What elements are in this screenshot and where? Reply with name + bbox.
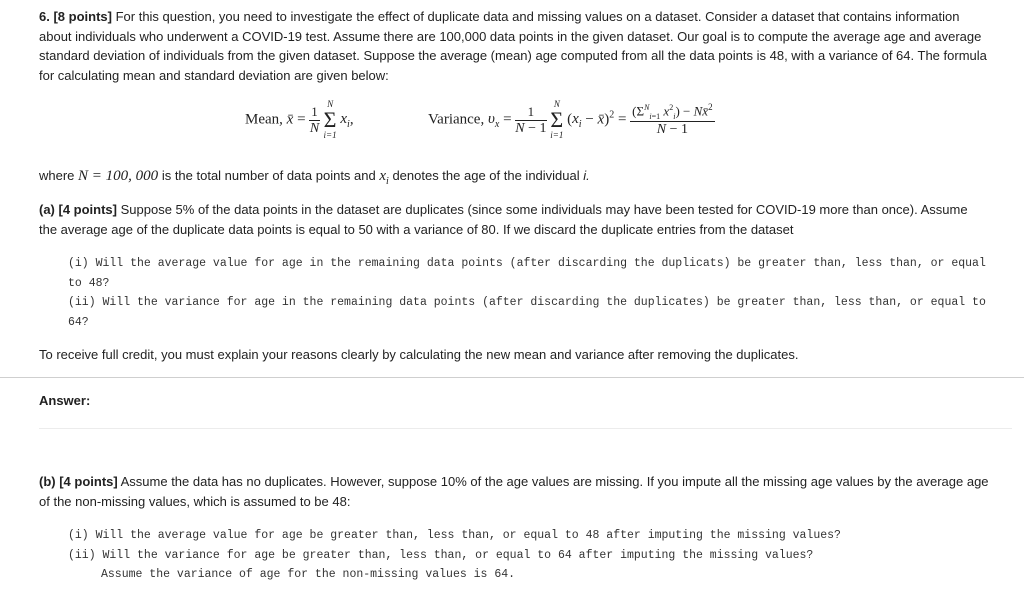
where-text-3: denotes the age of the individual [392, 168, 580, 183]
where-text: where [39, 168, 75, 183]
part-b-sub-ii: (ii) Will the variance for age be greater than, less than, or equal to 64 after imputing the missing values? [68, 548, 814, 562]
variance-formula: Variance, $\upsilon_x$ = $\frac{1}{N - 1}$ N Σ i=1 ($x_i$ − x̄)$^2$ = $\frac{(\Sigma^N_{i=1} x^2_i) - Nx̄^2}{N - 1}$ [428, 99, 713, 140]
part-b-label: (b) [4 points] [39, 474, 118, 489]
part-b-text: Assume the data has no duplicates. However, suppose 10% of the age values are missing. If you impute all the missing age values by the average age of the non-missing values, which is assumed to be 48: [39, 474, 989, 509]
answer-label: Answer: [39, 393, 91, 408]
where-line: where N = 100, 000 is the total number of data points and $x_i$ denotes the age of the individual i. [39, 168, 590, 187]
where-n-value: N = 100, 000 [78, 168, 159, 184]
question-points: [8 points] [53, 9, 112, 24]
part-a-sub-i-line1: (i) Will the average value for age in the remaining data points (after discarding the duplicats) be greater than, less than, or equal [68, 257, 986, 270]
where-i: i. [583, 168, 590, 183]
mean-label: Mean, [245, 111, 283, 128]
part-a-sub-ii-line1: (ii) Will the variance for age in the remaining data points (after discarding the duplicates) be greater than, less than, or equal to [68, 296, 986, 309]
part-a-sub-i [68, 254, 998, 293]
part-a-footer: To receive full credit, you must explain your reasons clearly by calculating the new mean and variance after removing the duplicates. [39, 347, 799, 362]
question-intro-text: For this question, you need to investigate the effect of duplicate data and missing values on a dataset. Consider a dataset that contains information about individuals who underwent a COVID-19 test. Assume there are 100,000 data points in the given dataset. Our goal is to compute the average age and average standard deviation of individuals from the given dataset. Suppose the average (mean) age computed from all the data points is 48, with a variance of 64. The formula for calculating mean and standard deviation are given below: [39, 9, 987, 83]
part-b-subs [68, 526, 998, 585]
answer-divider [39, 428, 1012, 429]
part-a-sub-i-line2: to 48? [68, 276, 110, 290]
mean-formula: Mean, x̄ = $\frac{1}{N}$ N Σ i=1 $x_i$, [245, 99, 354, 140]
variance-label: Variance, [428, 111, 485, 128]
part-a-label: (a) [4 points] [39, 202, 117, 217]
question-number: 6. [39, 9, 50, 24]
part-a-sub-ii-line2: 64? [68, 315, 89, 329]
question-intro [39, 7, 989, 85]
part-a-text: Suppose 5% of the data points in the dataset are duplicates (since some individuals may have been tested for COVID-19 more than once). Assume the average age of the duplicate data points is equal to 50 with a variance of 80. If we discard the duplicate entries from the dataset [39, 202, 968, 237]
part-a [39, 200, 989, 239]
part-b-note: Assume the variance of age for the non-missing values is 64. [101, 568, 516, 581]
where-text-2: is the total number of data points and [161, 168, 376, 183]
divider [0, 377, 1024, 378]
part-b-sub-i: (i) Will the average value for age be greater than, less than, or equal to 48 after imputing the missing values? [68, 529, 841, 542]
part-a-sub-ii [68, 293, 998, 332]
part-b [39, 472, 989, 511]
